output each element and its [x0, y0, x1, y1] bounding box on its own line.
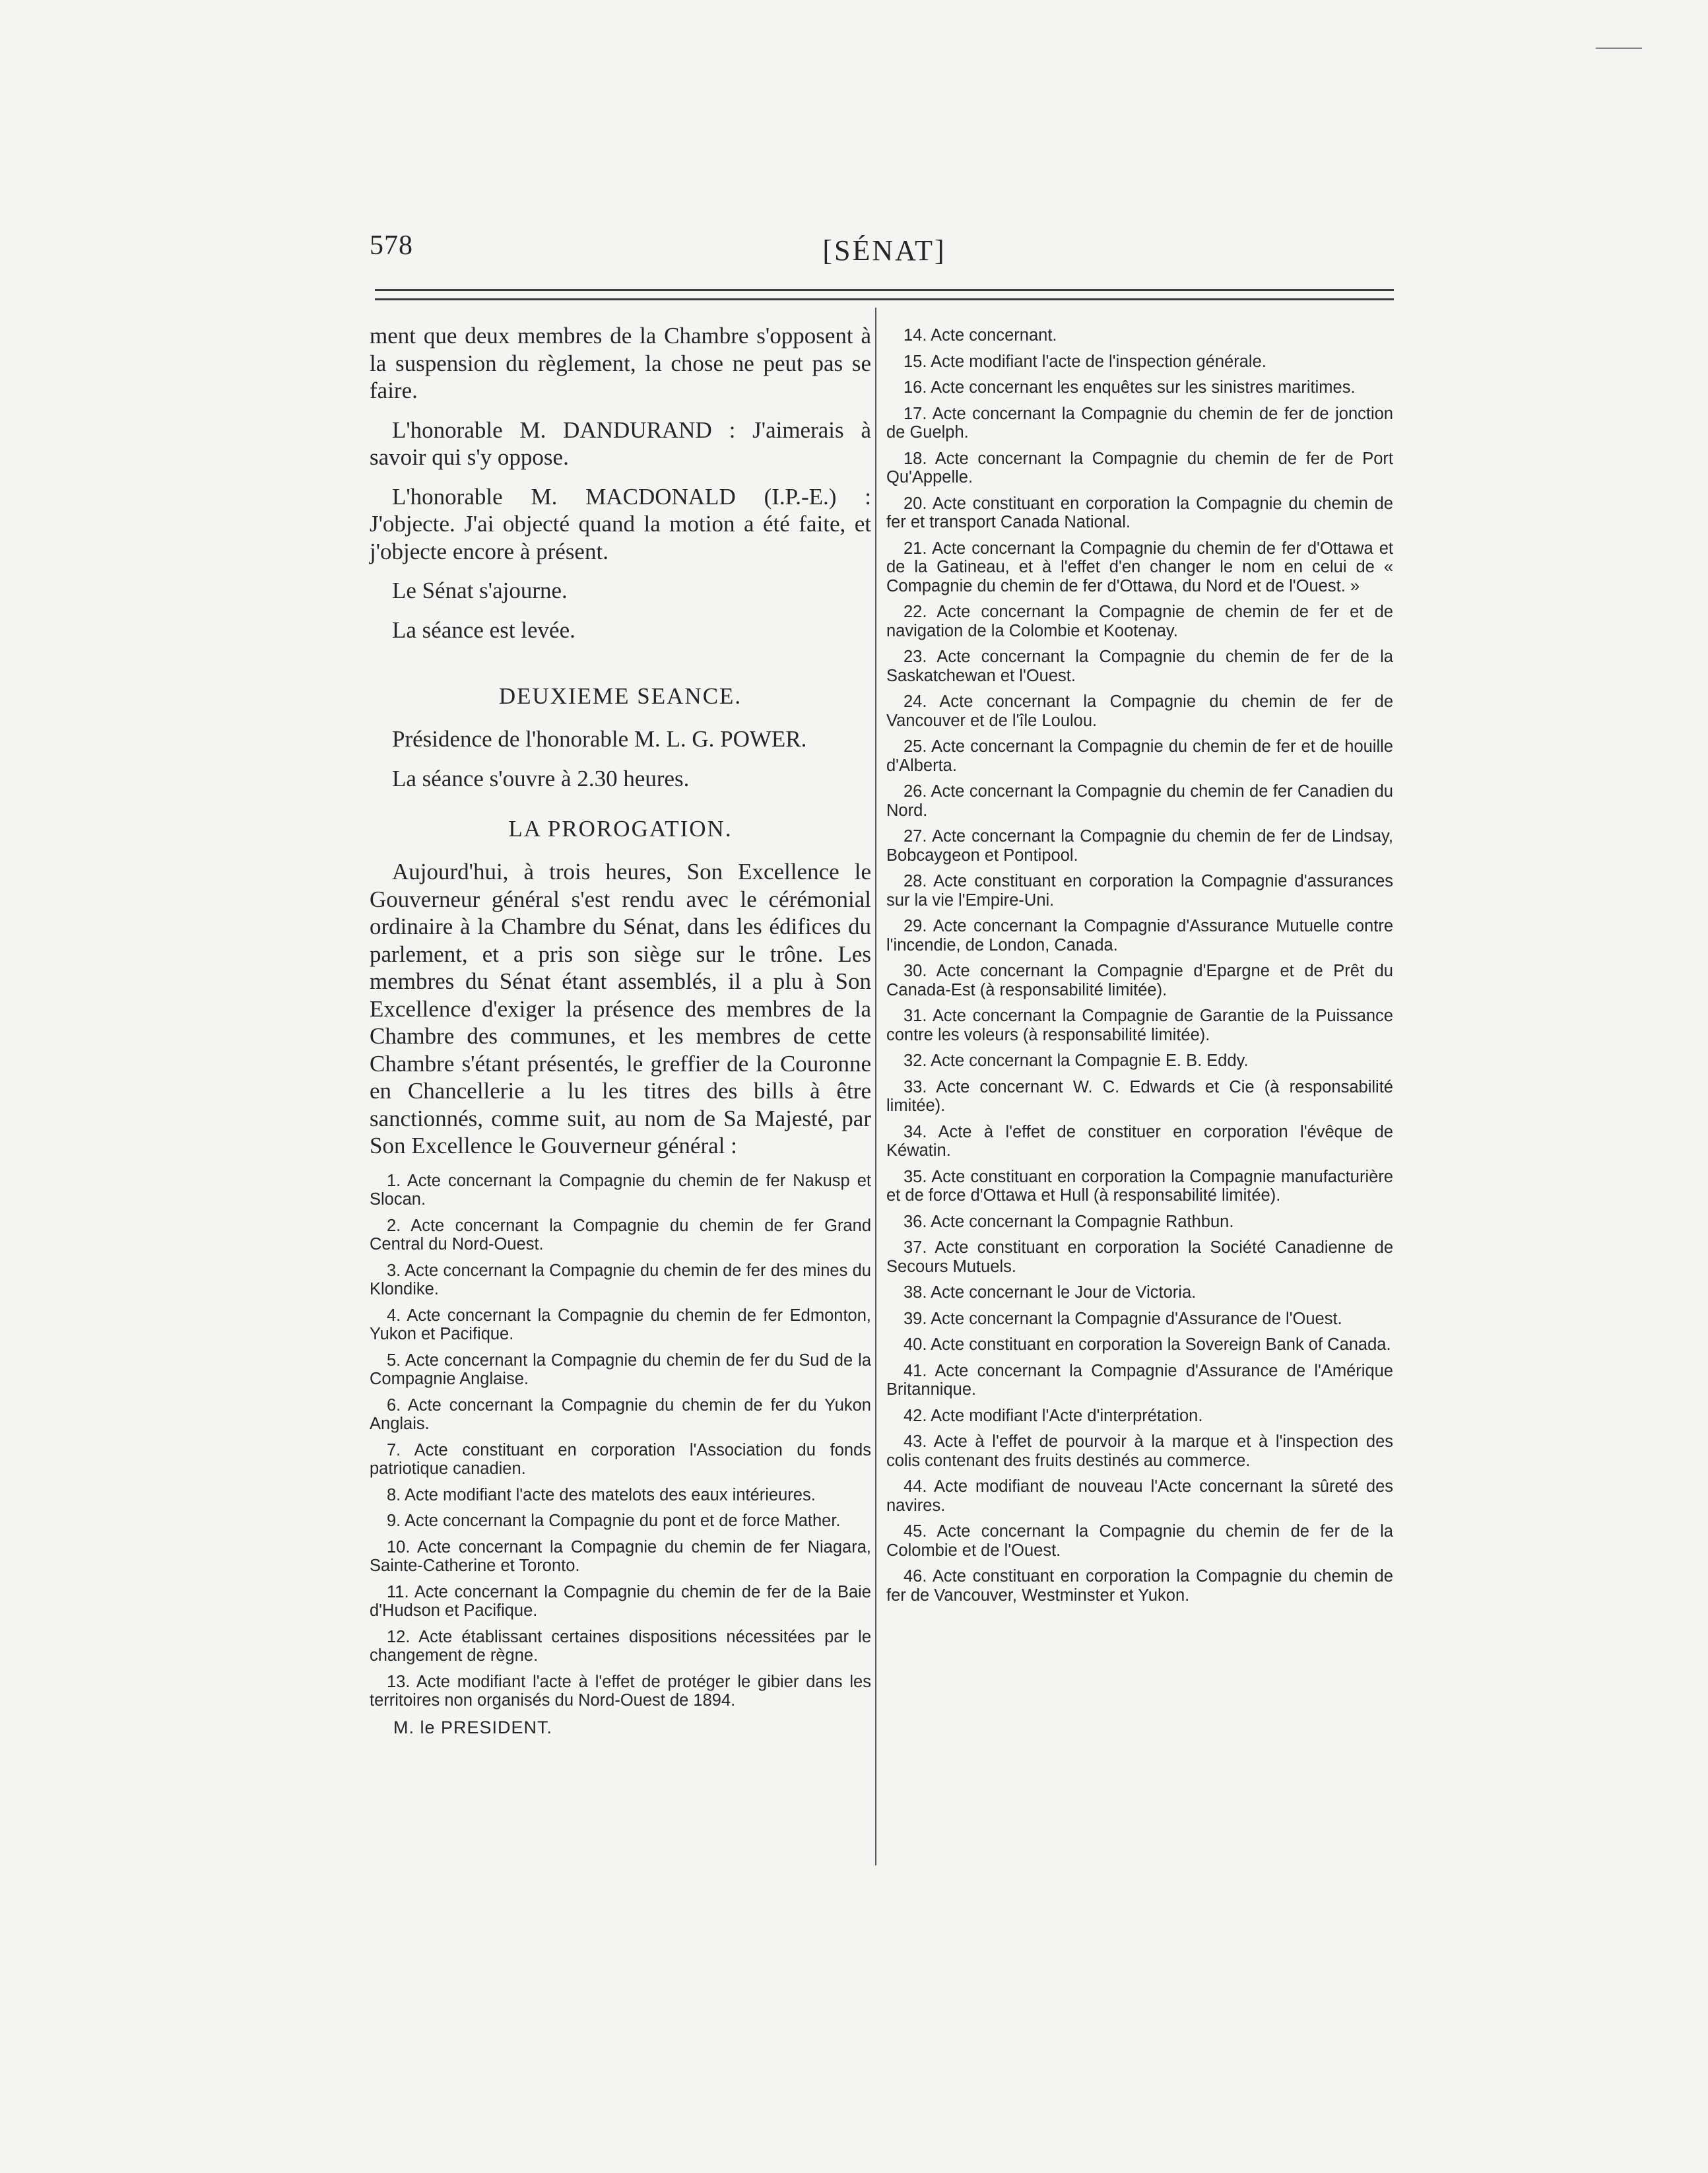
bill-item: 20. Acte constituant en corporation la Compagnie du chemin de fer et transport Canada National. [886, 494, 1393, 531]
section-heading-deuxieme-seance: DEUXIEME SEANCE. [498, 683, 742, 709]
bill-item: 22. Acte concernant la Compagnie de chemin de fer et de navigation de la Colombie et Kootenay. [886, 603, 1393, 640]
bill-item: 26. Acte concernant la Compagnie du chemin de fer Canadien du Nord. [886, 782, 1393, 820]
bill-item: 37. Acte constituant en corporation la Société Canadienne de Secours Mutuels. [886, 1238, 1393, 1276]
bill-item: 1. Acte concernant la Compagnie du chemin de fer Nakusp et Slocan. [370, 1171, 871, 1209]
running-head: [SÉNAT] [822, 234, 946, 267]
scan-mark [1596, 48, 1642, 49]
bill-item: 6. Acte concernant la Compagnie du chemin de fer du Yukon Anglais. [370, 1395, 871, 1433]
bill-item: 31. Acte concernant la Compagnie de Garantie de la Puissance contre les voleurs (à responsabilité limitée). [886, 1007, 1393, 1044]
bill-item: 40. Acte constituant en corporation la Sovereign Bank of Canada. [903, 1335, 1391, 1354]
bill-item: 32. Acte concernant la Compagnie E. B. Eddy. [903, 1052, 1249, 1070]
body-paragraph: Le Sénat s'ajourne. [392, 578, 568, 603]
body-paragraph: ment que deux membres de la Chambre s'opposent à la suspension du règlement, la chose ne peut pas se faire. [370, 323, 871, 403]
bill-item: 10. Acte concernant la Compagnie du chemin de fer Niagara, Sainte-Catherine et Toronto. [370, 1537, 871, 1575]
header-rule-bottom [375, 298, 1394, 300]
bill-item: 41. Acte concernant la Compagnie d'Assurance de l'Amérique Britannique. [886, 1361, 1393, 1399]
bill-item: 7. Acte constituant en corporation l'Association du fonds patriotique canadien. [370, 1440, 871, 1478]
bill-item: 4. Acte concernant la Compagnie du chemin de fer Edmonton, Yukon et Pacifique. [370, 1306, 871, 1343]
bill-item: 42. Acte modifiant l'Acte d'interprétation. [903, 1406, 1203, 1425]
bill-item: 5. Acte concernant la Compagnie du chemin de fer du Sud de la Compagnie Anglaise. [370, 1351, 871, 1388]
bill-item: 12. Acte établissant certaines dispositions nécessitées par le changement de règne. [370, 1627, 871, 1665]
bill-item: 23. Acte concernant la Compagnie du chemin de fer de la Saskatchewan et l'Ouest. [886, 648, 1393, 685]
bill-item: 16. Acte concernant les enquêtes sur les sinistres maritimes. [903, 378, 1356, 397]
right-column [886, 326, 1393, 1612]
bill-item: 29. Acte concernant la Compagnie d'Assurance Mutuelle contre l'incendie, de London, Canada. [886, 917, 1393, 954]
page-number: 578 [370, 230, 413, 261]
bill-item: 24. Acte concernant la Compagnie du chemin de fer de Vancouver et de l'île Loulou. [886, 692, 1393, 730]
prorogation-paragraph: Aujourd'hui, à trois heures, Son Excellence le Gouverneur général s'est rendu avec le cérémonial ordinaire à la Chambre du Sénat, dans les édifices du parlement, et a pris son siège sur le trône. Les membres du Sénat étant assemblés, il a plu à Son Excellence d'exiger la présence des membres de la Chambre des communes, et les membres de cette Chambre s'étant présentés, le greffier de la Couronne en Chancellerie a lu les titres des bills à être sanctionnés, comme suit, au nom de Sa Majesté, par Son Excellence le Gouverneur général : [370, 859, 871, 1158]
bill-item: 34. Acte à l'effet de constituer en corporation l'évêque de Kéwatin. [886, 1122, 1393, 1160]
body-paragraph: La séance est levée. [392, 617, 575, 643]
bill-item: 11. Acte concernant la Compagnie du chemin de fer de la Baie d'Hudson et Pacifique. [370, 1582, 871, 1620]
bill-item: 14. Acte concernant. [903, 326, 1057, 345]
bill-item: 45. Acte concernant la Compagnie du chemin de fer de la Colombie et de l'Ouest. [886, 1522, 1393, 1560]
bill-item: 43. Acte à l'effet de pourvoir à la marque et à l'inspection des colis contenant des fruits destinés au commerce. [886, 1432, 1393, 1470]
bill-list-right [886, 326, 1393, 1605]
bill-item: 33. Acte concernant W. C. Edwards et Cie (à responsabilité limitée). [886, 1077, 1393, 1115]
bill-item: 27. Acte concernant la Compagnie du chemin de fer de Lindsay, Bobcaygeon et Pontipool. [886, 827, 1393, 865]
body-paragraph: Présidence de l'honorable M. L. G. POWER. [392, 726, 807, 752]
bill-item: 17. Acte concernant la Compagnie du chemin de fer de jonction de Guelph. [886, 404, 1393, 442]
bill-item: 21. Acte concernant la Compagnie du chemin de fer d'Ottawa et de la Gatineau, et à l'effet d'en changer le nom en celui de « Compagnie du chemin de fer d'Ottawa, du Nord et de l'Ouest. » [886, 539, 1393, 595]
bill-item: 2. Acte concernant la Compagnie du chemin de fer Grand Central du Nord-Ouest. [370, 1216, 871, 1254]
bill-item: 44. Acte modifiant de nouveau l'Acte concernant la sûreté des navires. [886, 1477, 1393, 1515]
header-rule-top [375, 289, 1394, 291]
bill-list-left [370, 1172, 871, 1710]
bill-item: 8. Acte modifiant l'acte des matelots des eaux intérieures. [387, 1485, 816, 1504]
body-paragraph: L'honorable M. MACDONALD (I.P.-E.) : J'objecte. J'ai objecté quand la motion a été faite, et j'objecte encore à présent. [370, 483, 871, 564]
bill-item: 3. Acte concernant la Compagnie du chemin de fer des mines du Klondike. [370, 1261, 871, 1298]
bill-item: 25. Acte concernant la Compagnie du chemin de fer et de houille d'Alberta. [886, 737, 1393, 775]
left-column [370, 322, 871, 1738]
bill-item: 28. Acte constituant en corporation la Compagnie d'assurances sur la vie l'Empire-Uni. [886, 872, 1393, 910]
column-divider [875, 308, 876, 1865]
bill-item: 38. Acte concernant le Jour de Victoria. [903, 1283, 1197, 1302]
body-paragraph: L'honorable M. DANDURAND : J'aimerais à savoir qui s'y oppose. [370, 417, 871, 470]
bill-item: 35. Acte constituant en corporation la Compagnie manufacturière et de force d'Ottawa et Hull (à responsabilité limitée). [886, 1167, 1393, 1205]
bill-item: 15. Acte modifiant l'acte de l'inspection générale. [903, 352, 1266, 371]
section-heading-prorogation: LA PROROGATION. [508, 816, 733, 842]
bill-item: 36. Acte concernant la Compagnie Rathbun. [903, 1212, 1234, 1231]
bill-item: 9. Acte concernant la Compagnie du pont et de force Mather. [387, 1512, 841, 1530]
signoff: M. le PRESIDENT. [393, 1717, 553, 1737]
body-paragraph: La séance s'ouvre à 2.30 heures. [392, 765, 690, 791]
bill-item: 39. Acte concernant la Compagnie d'Assurance de l'Ouest. [903, 1309, 1342, 1328]
bill-item: 46. Acte constituant en corporation la Compagnie du chemin de fer de Vancouver, Westminster et Yukon. [886, 1567, 1393, 1605]
bill-item: 18. Acte concernant la Compagnie du chemin de fer de Port Qu'Appelle. [886, 449, 1393, 486]
bill-item: 30. Acte concernant la Compagnie d'Epargne et de Prêt du Canada-Est (à responsabilité limitée). [886, 962, 1393, 999]
bill-item: 13. Acte modifiant l'acte à l'effet de protéger le gibier dans les territoires non organisés du Nord-Ouest de 1894. [370, 1672, 871, 1710]
